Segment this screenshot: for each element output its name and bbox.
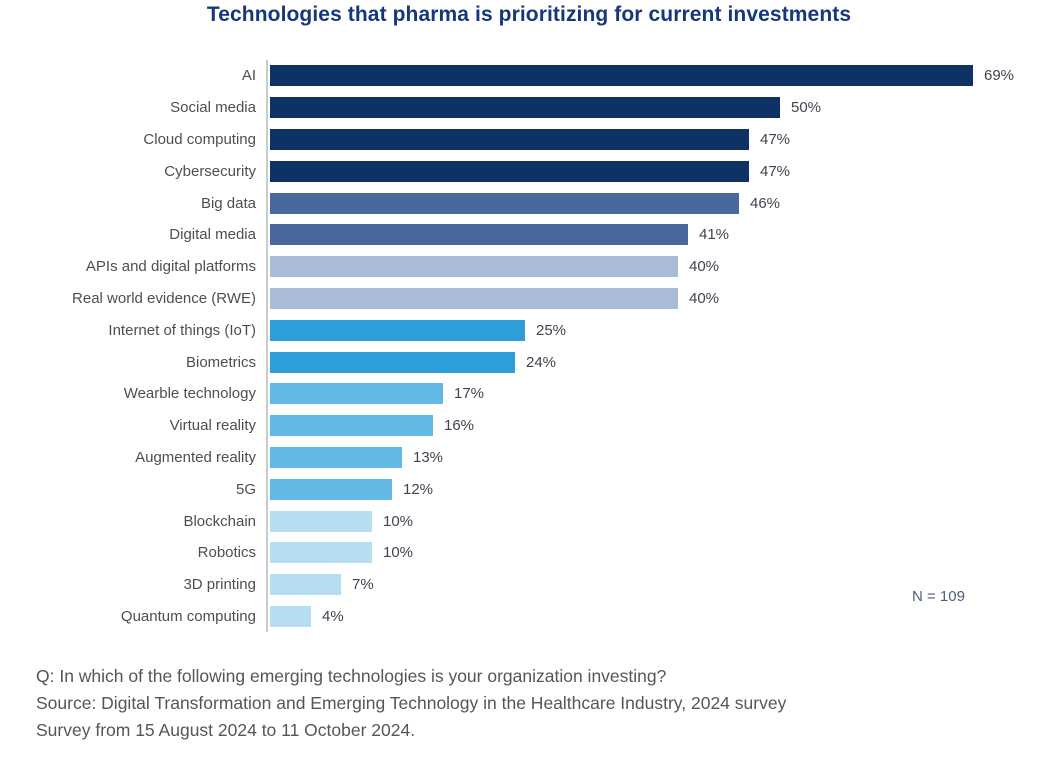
value-label: 12% — [403, 480, 434, 498]
bar-track — [266, 473, 1010, 505]
category-label: Augmented reality — [135, 448, 256, 466]
bar — [270, 161, 749, 182]
chart-row — [0, 92, 1010, 124]
value-label: 47% — [760, 162, 791, 180]
chart-row — [0, 124, 1010, 156]
category-label: Cybersecurity — [164, 162, 256, 180]
bar — [270, 606, 311, 627]
footer-source: Source: Digital Transformation and Emerging Technology in the Healthcare Industry, 2024 survey — [36, 693, 787, 713]
value-label: 17% — [454, 385, 485, 403]
category-label: Quantum computing — [120, 607, 256, 625]
value-label: 40% — [689, 289, 720, 307]
chart-row — [0, 60, 1015, 92]
value-label: 16% — [444, 417, 475, 435]
category-label: AI — [241, 67, 256, 85]
bar — [270, 352, 515, 373]
bar-track — [266, 601, 1010, 633]
category-label: Biometrics — [185, 353, 256, 371]
bar-track — [266, 442, 1010, 474]
bar — [270, 574, 341, 595]
chart-row — [0, 283, 1010, 315]
sample-size-annotation: N = 109 — [912, 588, 965, 605]
bar — [270, 288, 678, 309]
value-label: 46% — [750, 194, 781, 212]
chart-row — [0, 251, 1010, 283]
bar — [270, 97, 780, 118]
value-label: 10% — [383, 544, 414, 562]
category-label: Digital media — [169, 226, 256, 244]
category-label: 5G — [235, 480, 256, 498]
category-label: Cloud computing — [143, 130, 256, 148]
category-label: Social media — [170, 99, 256, 117]
chart-row — [0, 410, 1010, 442]
bar-track — [266, 251, 1010, 283]
bar-track — [266, 60, 1014, 92]
bar-chart — [0, 60, 1015, 632]
category-label: Internet of things (IoT) — [108, 321, 256, 339]
bar-track — [266, 410, 1010, 442]
value-label: 13% — [413, 448, 444, 466]
value-label: 41% — [699, 226, 730, 244]
category-label: Robotics — [197, 544, 256, 562]
bar-track — [266, 314, 1010, 346]
chart-row — [0, 473, 1010, 505]
footer-notes — [36, 663, 1028, 744]
value-label: 40% — [689, 258, 720, 276]
value-label: 50% — [791, 99, 822, 117]
value-label: 25% — [536, 321, 567, 339]
category-label: APIs and digital platforms — [85, 258, 256, 276]
bar-track — [266, 187, 1010, 219]
bar-track — [266, 346, 1010, 378]
chart-title: Technologies that pharma is prioritizing for current investments — [206, 3, 852, 26]
bar — [270, 193, 739, 214]
bar-track — [266, 378, 1010, 410]
category-label: 3D printing — [183, 576, 256, 594]
bar-track — [266, 283, 1010, 315]
chart-row — [0, 505, 1010, 537]
category-label: Virtual reality — [169, 417, 256, 435]
chart-row — [0, 378, 1010, 410]
bar — [270, 542, 372, 563]
bar — [270, 256, 678, 277]
value-label: 10% — [383, 512, 414, 530]
bar-track — [266, 219, 1010, 251]
bar — [270, 224, 688, 245]
bar — [270, 479, 392, 500]
value-label: 24% — [526, 353, 557, 371]
chart-row — [0, 569, 1010, 601]
value-label: 47% — [760, 130, 791, 148]
category-label: Real world evidence (RWE) — [72, 289, 256, 307]
bar — [270, 383, 443, 404]
bar — [270, 415, 433, 436]
chart-row — [0, 155, 1010, 187]
chart-row — [0, 442, 1010, 474]
bar-track — [266, 155, 1010, 187]
category-label: Big data — [200, 194, 256, 212]
chart-row — [0, 601, 1010, 633]
bar — [270, 65, 973, 86]
value-label: 7% — [352, 576, 374, 594]
category-label: Wearble technology — [123, 385, 256, 403]
bar — [270, 129, 749, 150]
footer-period: Survey from 15 August 2024 to 11 October 2024. — [36, 720, 416, 740]
chart-row — [0, 187, 1010, 219]
bar — [270, 447, 402, 468]
bar-track — [266, 92, 1010, 124]
bar — [270, 511, 372, 532]
bar-track — [266, 569, 1010, 601]
chart-row — [0, 314, 1010, 346]
value-label: 69% — [984, 67, 1015, 85]
bar-track — [266, 505, 1010, 537]
chart-row — [0, 219, 1010, 251]
bar — [270, 320, 525, 341]
chart-row — [0, 537, 1010, 569]
category-label: Blockchain — [183, 512, 256, 530]
bar-track — [266, 124, 1010, 156]
bar-track — [266, 537, 1010, 569]
chart-row — [0, 346, 1010, 378]
footer-question: Q: In which of the following emerging technologies is your organization investing? — [36, 666, 667, 686]
value-label: 4% — [322, 607, 344, 625]
